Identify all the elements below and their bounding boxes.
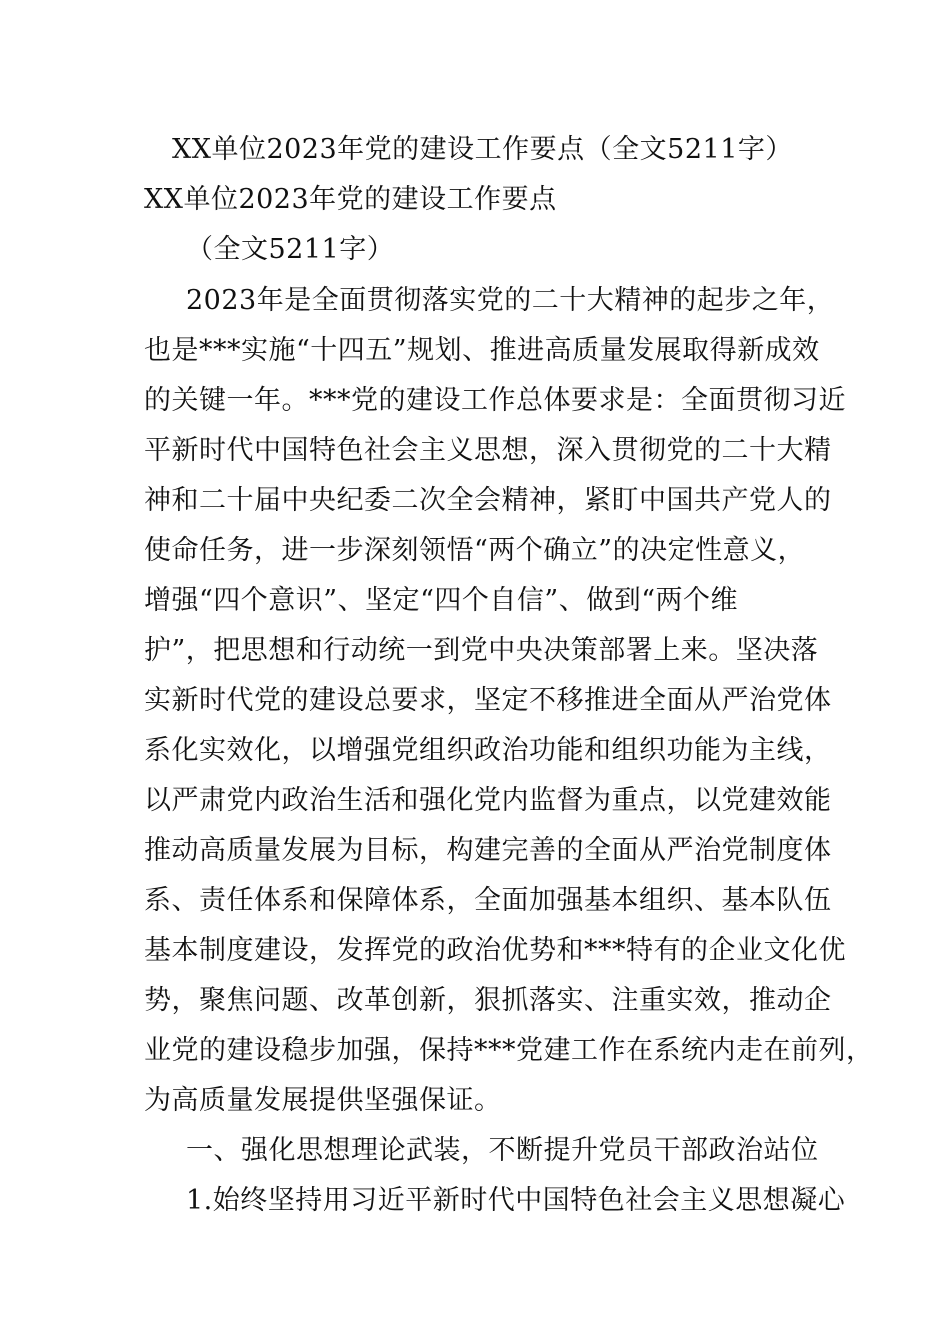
word-count: （全文5211字） [186,234,395,265]
paragraph-line: 的关键一年。***党的建设工作总体要求是：全面贯彻习近 [144,385,846,416]
paragraph-line: 推动高质量发展为目标，构建完善的全面从严治党制度体 [144,835,832,866]
paragraph-line: 系化实效化，以增强党组织政治功能和组织功能为主线， [144,735,832,766]
paragraph-line: 2023年是全面贯彻落实党的二十大精神的起步之年， [186,285,835,316]
document-subtitle: XX单位2023年党的建设工作要点 [144,184,557,215]
paragraph-line: 增强“四个意识”、坚定“四个自信”、做到“两个维 [144,585,739,616]
paragraph-line: 基本制度建设，发挥党的政治优势和***特有的企业文化优 [144,935,846,966]
paragraph-line: 业党的建设稳步加强，保持***党建工作在系统内走在前列， [144,1035,874,1066]
paragraph-line: 势，聚焦问题、改革创新，狠抓落实、注重实效，推动企 [144,985,832,1016]
section-heading: 一、强化思想理论武装，不断提升党员干部政治站位 [186,1135,819,1166]
paragraph-line: 以严肃党内政治生活和强化党内监督为重点，以党建效能 [144,785,832,816]
paragraph-line: 平新时代中国特色社会主义思想，深入贯彻党的二十大精 [144,435,832,466]
paragraph-line: 也是***实施“十四五”规划、推进高质量发展取得新成效 [144,335,820,366]
paragraph-line: 神和二十届中央纪委二次全会精神，紧盯中国共产党人的 [144,485,832,516]
paragraph-line: 为高质量发展提供坚强保证。 [144,1085,502,1116]
item-line: 1.始终坚持用习近平新时代中国特色社会主义思想凝心 [186,1185,846,1216]
paragraph-line: 使命任务，进一步深刻领悟“两个确立”的决定性意义， [144,535,806,566]
paragraph-line: 系、责任体系和保障体系，全面加强基本组织、基本队伍 [144,885,832,916]
paragraph-line: 护”，把思想和行动统一到党中央决策部署上来。坚决落 [144,635,819,666]
document-title: XX单位2023年党的建设工作要点（全文5211字） [172,134,793,165]
paragraph-line: 实新时代党的建设总要求，坚定不移推进全面从严治党体 [144,685,832,716]
